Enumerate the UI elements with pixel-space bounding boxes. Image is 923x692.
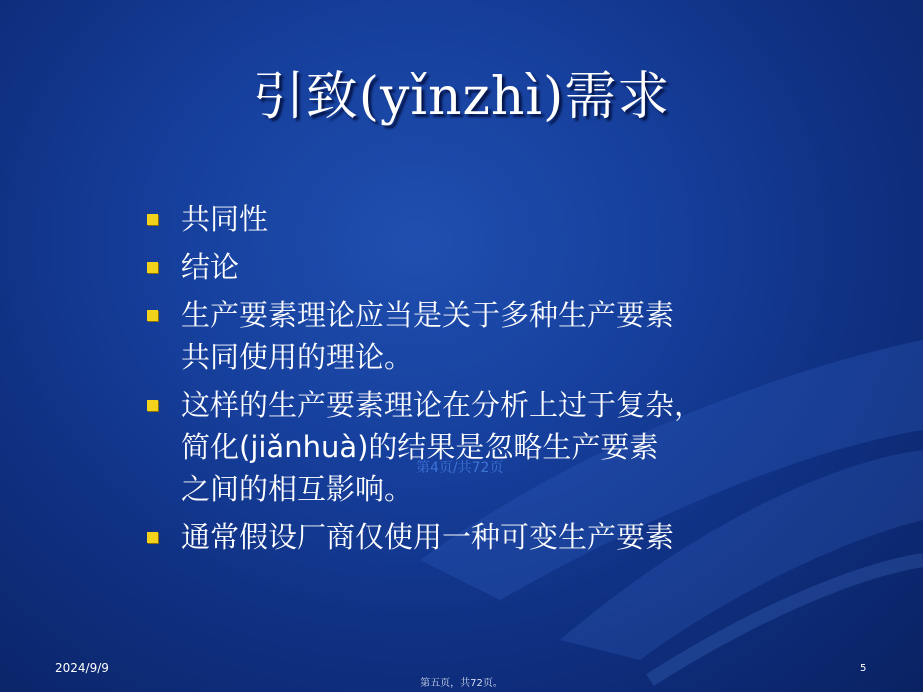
footer-page-count: 第五页，共72页。 <box>420 678 503 689</box>
slide-title: 引致(yǐnzhì)需求 <box>252 67 671 127</box>
page-watermark: 第4页/共72页 <box>416 460 504 476</box>
footer-date: 2024/9/9 <box>55 661 109 675</box>
bullet-text: 共同性 <box>181 202 269 236</box>
square-bullet-icon <box>147 214 158 225</box>
bullet-item <box>146 384 786 510</box>
bullet-text: 结论 <box>181 250 240 284</box>
bullet-text-line: 生产要素理论应当是关于多种生产要素 <box>181 298 675 332</box>
bullet-item <box>146 198 786 240</box>
square-bullet-icon <box>147 400 158 411</box>
square-bullet-icon <box>147 262 158 273</box>
bullet-text-line: 共同使用的理论。 <box>181 340 414 374</box>
slide-number: 5 <box>860 663 867 674</box>
bullet-list <box>146 198 786 564</box>
bullet-text-line: 这样的生产要素理论在分析上过于复杂， <box>181 388 704 422</box>
bullet-text-line: 简化(jiǎnhuà)的结果是忽略生产要素 <box>181 430 659 464</box>
bullet-item <box>146 294 786 378</box>
square-bullet-icon <box>147 532 158 543</box>
bullet-item <box>146 516 786 558</box>
bullet-item <box>146 246 786 288</box>
bullet-text: 通常假设厂商仅使用一种可变生产要素 <box>181 520 675 554</box>
bullet-text-line: 之间的相互影响。 <box>181 472 414 506</box>
square-bullet-icon <box>147 310 158 321</box>
